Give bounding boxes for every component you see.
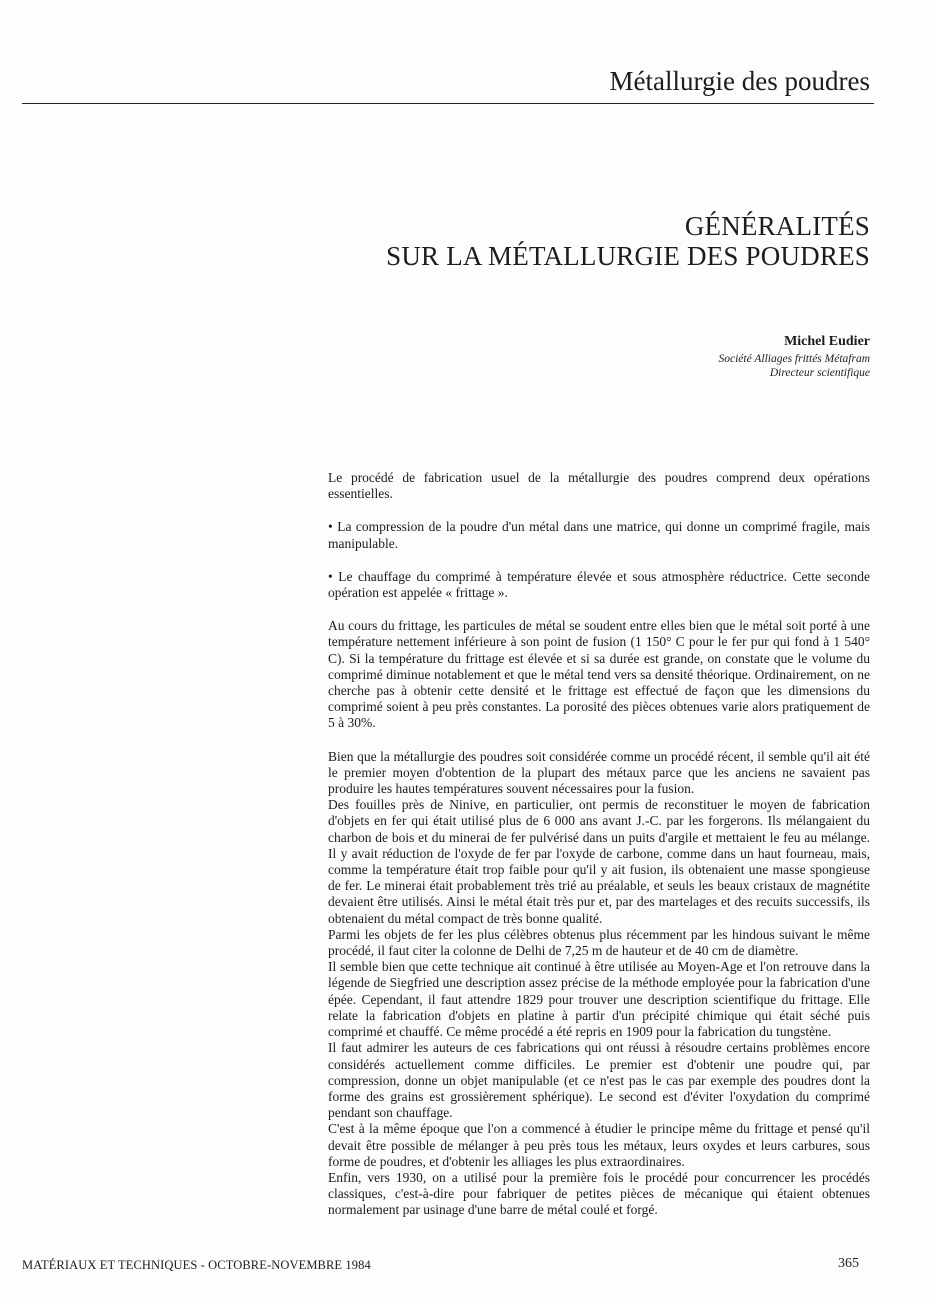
header-rule xyxy=(22,103,874,104)
article-title-line-2: SUR LA MÉTALLURGIE DES POUDRES xyxy=(386,241,870,271)
affiliation-line-1: Société Alliages frittés Métafram xyxy=(718,353,870,365)
paragraph-sintering: Au cours du frittage, les particules de métal se soudent entre elles bien que le métal soit porté à une température nettement inférieure à son point de fusion (1 150° C pour le fer pur qui fond à 1 540° C). Si la température du frittage est élevée et si sa durée est grande, on constate que le volume du comprimé diminue notablement et que le métal tend vers sa densité théorique. Ordinairement, on ne cherche pas à obtenir cette densité et le frittage est effectué de façon que les dimensions du comprimé soient à peu près constantes. La porosité des pièces obtenues varie alors pratiquement de 5 à 30%. xyxy=(328,618,870,731)
paragraph-bullet-compression: • La compression de la poudre d'un métal dans une matrice, qui donne un comprimé fragile, mais manipulable. xyxy=(328,519,870,551)
running-title: Métallurgie des poudres xyxy=(609,66,870,96)
article-title-line-1: GÉNÉRALITÉS xyxy=(684,211,870,241)
paragraph-alloys: C'est à la même époque que l'on a commencé à étudier le principe même du frittage et pensé qu'il devait être possible de mélanger à peu près tous les métaux, leurs oxydes et leurs carbures, sous forme de poudres, et d'obtenir les alliages les plus extraordinaires. xyxy=(328,1121,870,1169)
paragraph-middle-ages: Il semble bien que cette technique ait continué à être utilisée au Moyen-Age et l'on retrouve dans la légende de Siegfried une description assez précise de la méthode employée pour la fabrication d'une épée. Cependant, il faut attendre 1829 pour trouver une description scientifique du frittage. Elle relate la fabrication d'objets en platine à partir d'un précipité chimique qui était séché puis comprimé et chauffé. Ce même procédé a été repris en 1909 pour la fabrication du tungstène. xyxy=(328,959,870,1040)
paragraph-delhi: Parmi les objets de fer les plus célèbres obtenus plus récemment par les hindous suivant le même procédé, il faut citer la colonne de Delhi de 7,25 m de hauteur et de 40 cm de diamètre. xyxy=(328,926,870,959)
paragraph-nineveh: Des fouilles près de Ninive, en particulier, ont permis de reconstituer le moyen de fabrication d'objets en fer qui était utilisé plus de 6 000 ans avant J.-C. par les forgerons. Ils mélangaient du charbon de bois et du minerai de fer pulvérisé dans un puits d'argile et mettaient le feu au mélange. Il y avait réduction de l'oxyde de fer par l'oxyde de carbone, comme dans un haut fourneau, mais, comme la température était trop faible pour qu'il y ait fusion, ils obtenaient une masse spongieuse de fer. Le minerai était probablement très trié au préalable, et seuls les beaux cristaux de magnétite devaient être utilisés. Ainsi le métal était très pur et, par des martelages et des recuits successifs, ils obtenaient du métal compact de très bonne qualité. xyxy=(328,797,870,926)
article-title xyxy=(386,211,870,271)
journal-footer: MATÉRIAUX ET TECHNIQUES - OCTOBRE-NOVEMBRE 1984 xyxy=(22,1258,371,1272)
author-name: Michel Eudier xyxy=(784,334,870,349)
paragraph-intro: Le procédé de fabrication usuel de la métallurgie des poudres comprend deux opérations essentielles. xyxy=(328,470,870,502)
affiliation-line-2: Directeur scientifique xyxy=(769,367,870,379)
author-affiliation xyxy=(719,352,871,380)
paragraph-problems: Il faut admirer les auteurs de ces fabrications qui ont réussi à résoudre certains problèmes encore considérés actuellement comme difficiles. Le premier est d'obtenir une poudre qui, par compression, donne un objet manipulable (et ce n'est pas le cas par exemple des poudres dont la forme des grains est grossièrement sphérique). Le second est d'éviter l'oxydation du comprimé pendant son chauffage. xyxy=(328,1040,870,1121)
paragraph-bullet-heating: • Le chauffage du comprimé à température élevée et sous atmosphère réductrice. Cette seconde opération est appelée « frittage ». xyxy=(328,568,870,601)
paragraph-history: Bien que la métallurgie des poudres soit considérée comme un procédé récent, il semble qu'il ait été le premier moyen d'obtention de la plupart des métaux parce que les anciens ne savaient pas produire les hautes températures souvent nécessaires pour la fusion. xyxy=(328,748,870,797)
paragraph-1930: Enfin, vers 1930, on a utilisé pour la première fois le procédé pour concurrencer les procédés classiques, c'est-à-dire pour fabriquer de petites pièces de mécanique qui étaient obtenues normalement par usinage d'une barre de métal coulé et forgé. xyxy=(328,1169,870,1218)
article-body xyxy=(328,470,870,1219)
page-number: 365 xyxy=(838,1256,859,1271)
